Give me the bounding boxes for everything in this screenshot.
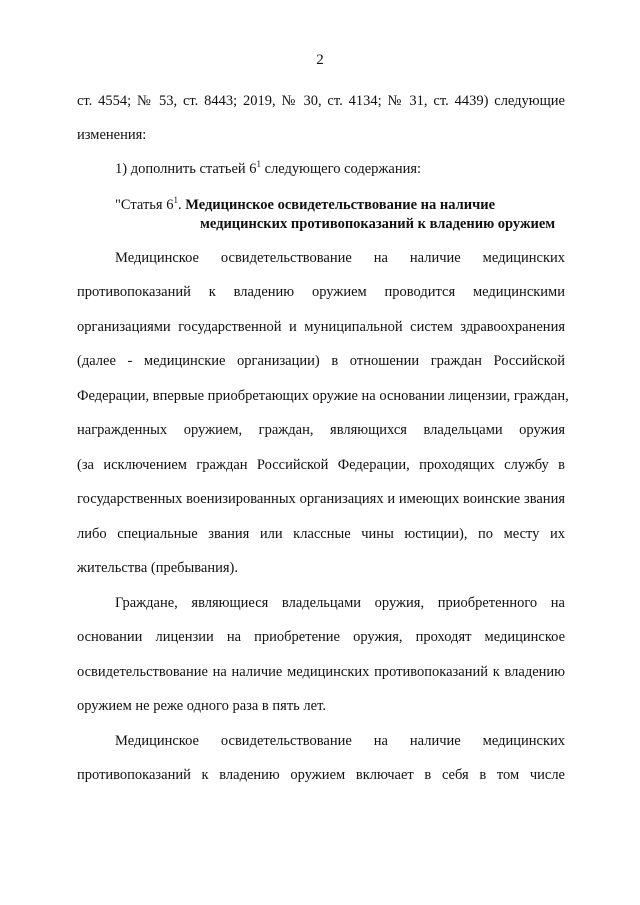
paragraph-line: государственных военизированных организациях и имеющих воинские звания <box>77 491 565 507</box>
article-title-line-1: Медицинское освидетельствование на наличие <box>185 197 496 213</box>
article-prefix-dot: . <box>177 197 186 213</box>
item-text-after: следующего содержания: <box>261 161 422 177</box>
paragraph-line: оружием не реже одного раза в пять лет. <box>77 698 326 714</box>
paragraph-line: организациями государственной и муниципальной систем здравоохранения <box>77 319 565 335</box>
paragraph-line: жительства (пребывания). <box>77 560 239 576</box>
paragraph-line: Медицинское освидетельствование на наличие медицинских <box>115 250 565 266</box>
paragraph-line: награжденных оружием, граждан, являющихся владельцами оружия <box>77 422 565 438</box>
paragraph-line: противопоказаний к владению оружием включает в себя в том числе <box>77 767 565 783</box>
paragraph-line: либо специальные звания или классные чины юстиции), по месту их <box>77 526 565 542</box>
paragraph-line: основании лицензии на приобретение оружия, проходят медицинское <box>77 629 565 645</box>
paragraph-line: (за исключением граждан Российской Федерации, проходящих службу в <box>77 457 565 473</box>
item-superscript: 1 <box>256 159 262 169</box>
intro-line: изменения: <box>77 127 147 143</box>
amendment-item-1 <box>115 160 565 178</box>
item-text-before: 1) дополнить статьей 6 <box>115 161 257 177</box>
paragraph-line: Медицинское освидетельствование на наличие медицинских <box>115 733 565 749</box>
article-title-line-2: медицинских противопоказаний к владению оружием <box>200 216 556 232</box>
page-number: 2 <box>316 52 324 68</box>
paragraph-line: освидетельствование на наличие медицинских противопоказаний к владению <box>77 664 565 680</box>
paragraph-line: Граждане, являющиеся владельцами оружия, приобретенного на <box>115 595 565 611</box>
paragraph-line: противопоказаний к владению оружием проводится медицинскими <box>77 284 565 300</box>
article-prefix: "Статья 6 <box>115 197 174 213</box>
paragraph-line: Федерации, впервые приобретающих оружие на основании лицензии, граждан, <box>77 388 569 404</box>
paragraph-line: (далее - медицинские организации) в отношении граждан Российской <box>77 353 565 369</box>
intro-line: ст. 4554; № 53, ст. 8443; 2019, № 30, ст. 4134; № 31, ст. 4439) следующие <box>77 93 565 109</box>
article-superscript: 1 <box>173 195 178 205</box>
article-heading <box>115 196 495 214</box>
